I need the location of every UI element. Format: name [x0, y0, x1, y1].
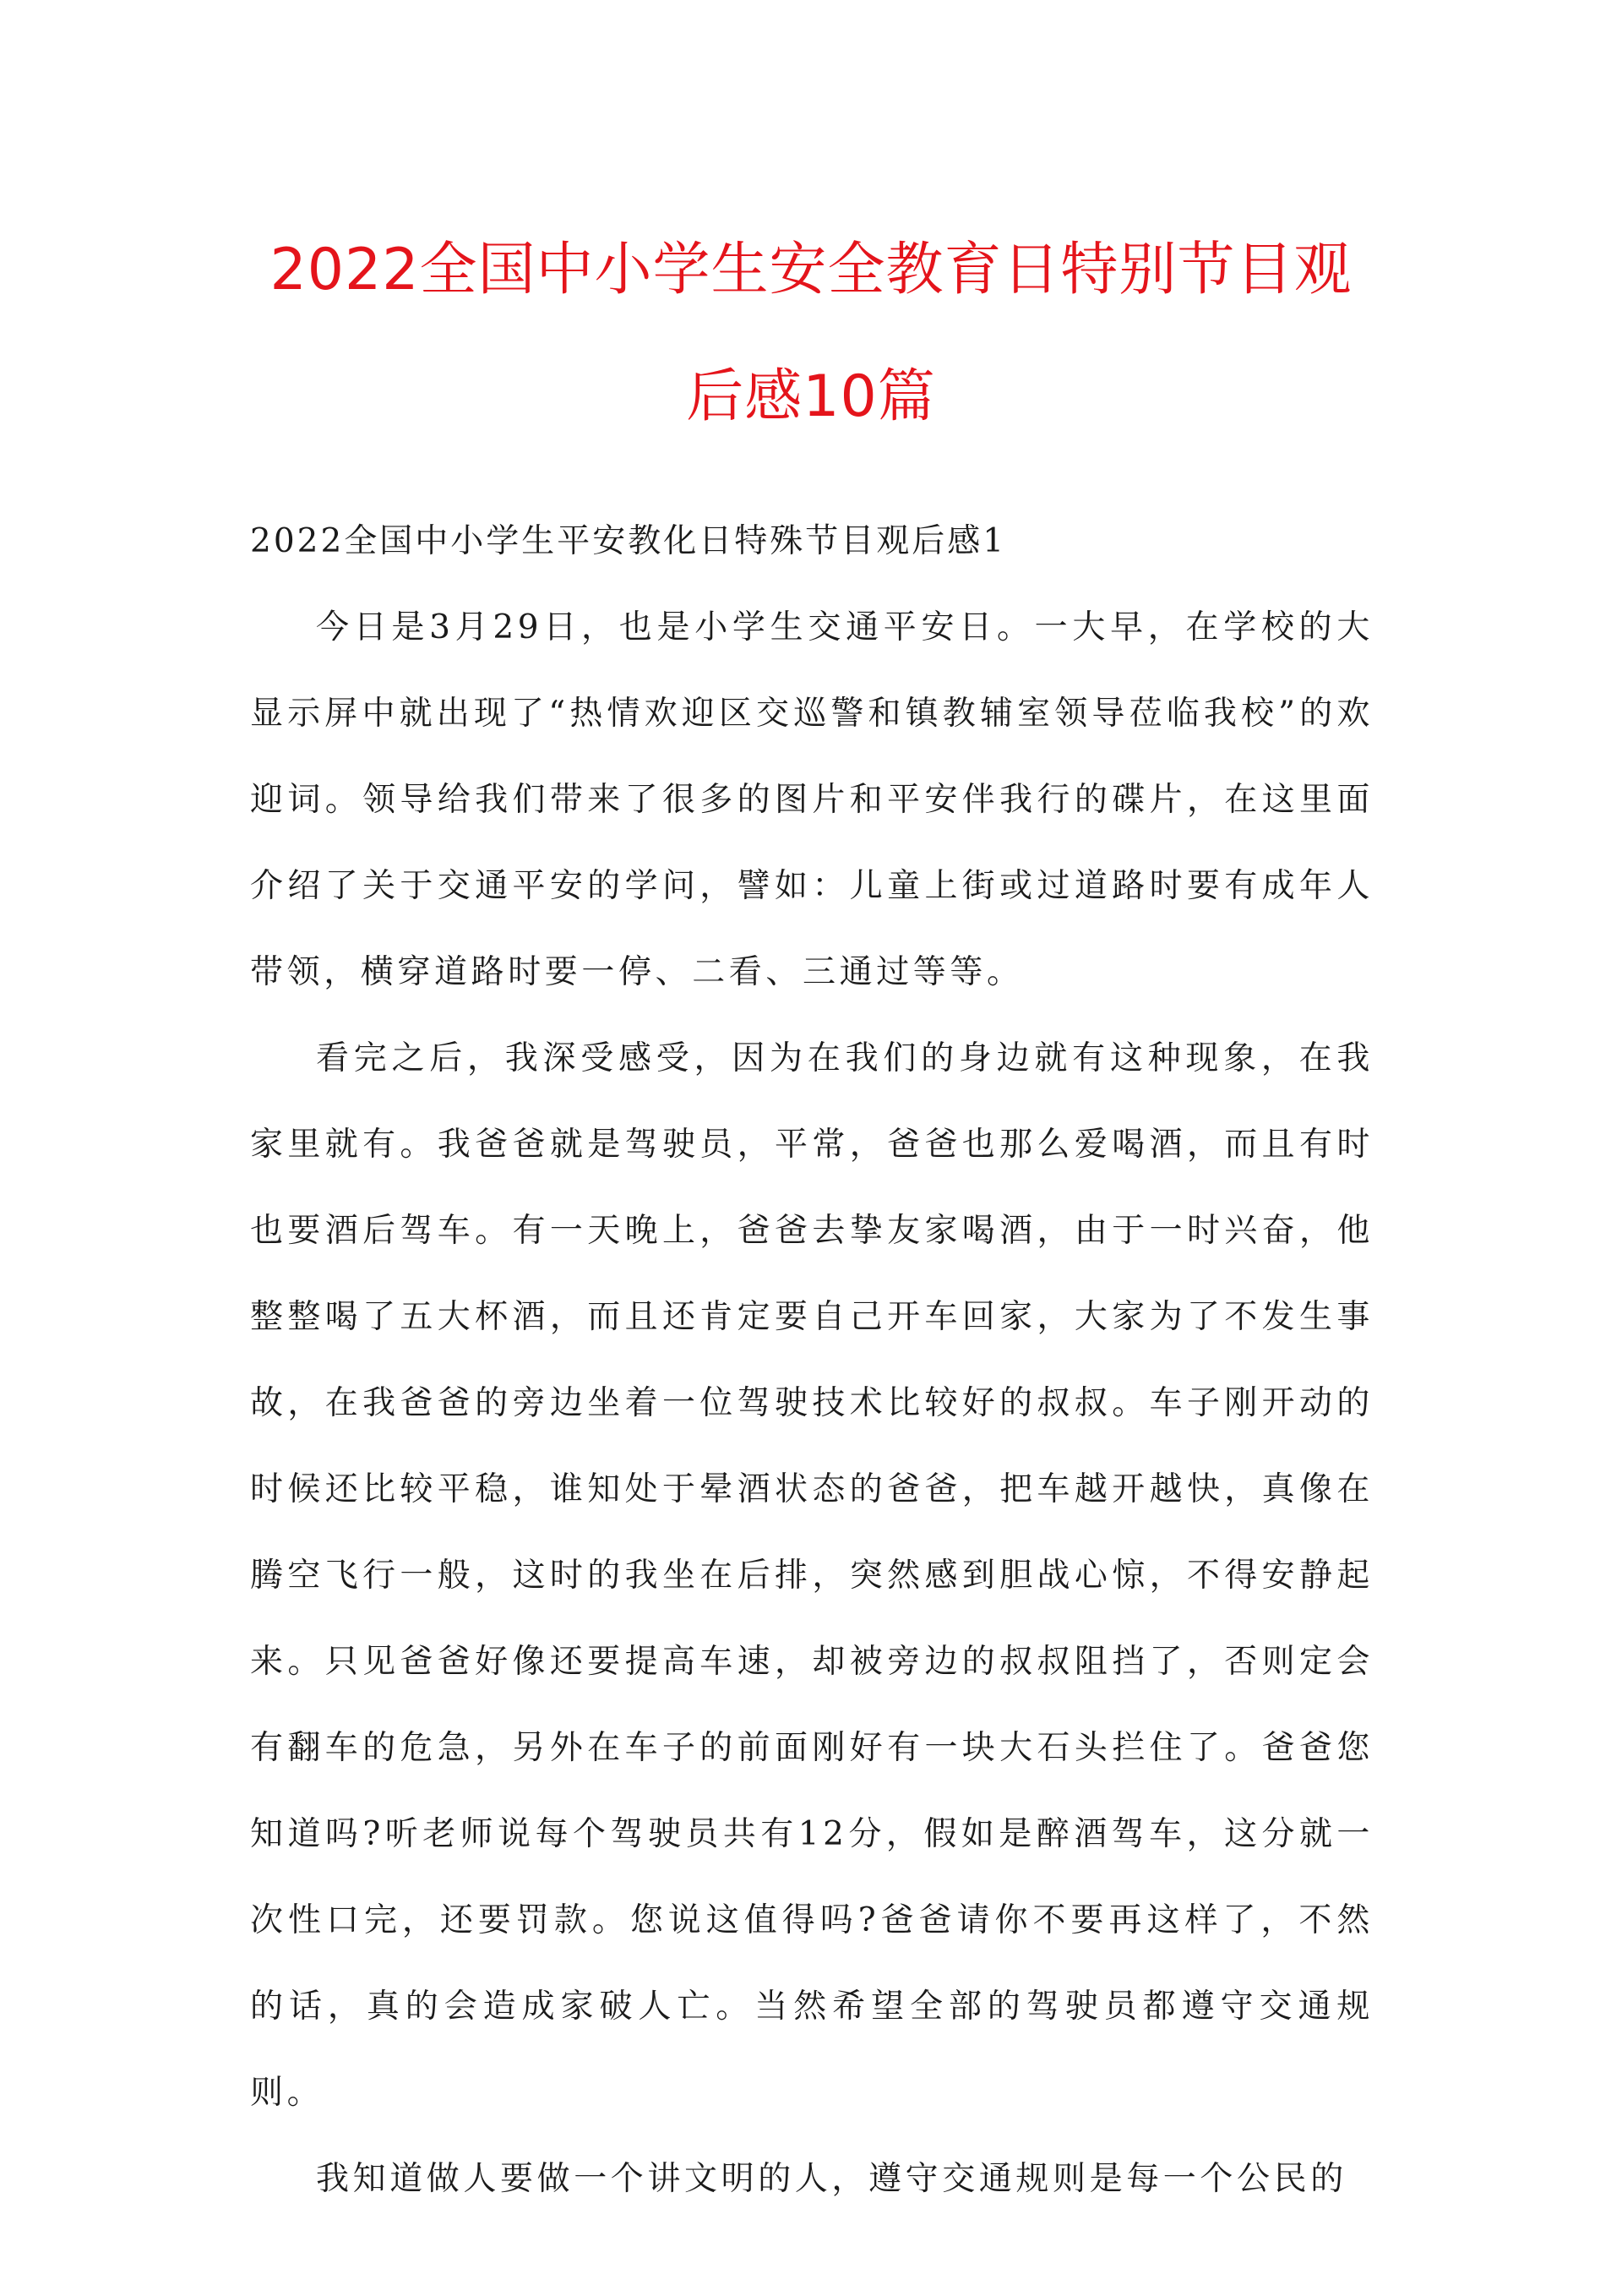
- paragraph-2: 看完之后，我深受感受，因为在我们的身边就有这种现象，在我家里就有。我爸爸就是驾驶员，平常，爸爸也那么爱喝酒，而且有时也要酒后驾车。有一天晚上，爸爸去挚友家喝酒，由于一时兴奋，他整整喝了五大杯酒，而且还肯定要自己开车回家，大家为了不发生事故，在我爸爸的旁边坐着一位驾驶技术比较好的叔叔。车子刚开动的时候还比较平稳，谁知处于晕酒状态的爸爸，把车越开越快，真像在腾空飞行一般，这时的我坐在后排，突然感到胆战心惊，不得安静起来。只见爸爸好像还要提高车速，却被旁边的叔叔阻挡了，否则定会有翻车的危急，另外在车子的前面刚好有一块大石头拦住了。爸爸您知道吗?听老师说每个驾驶员共有12分，假如是醉酒驾车，这分就一次性口完，还要罚款。您说这值得吗?爸爸请你不要再这样了，不然的话，真的会造成家破人亡。当然希望全部的驾驶员都遵守交通规则。: [250, 1039, 1374, 2112]
- document-title-line1: 2022全国中小学生安全教育日特别节目观: [269, 237, 1353, 303]
- paragraph-3: 我知道做人要做一个讲文明的人，遵守交通规则是每一个公民的: [316, 2160, 1347, 2198]
- document-title: [220, 207, 1402, 461]
- paragraph-1: 今日是3月29日，也是小学生交通平安日。一大早，在学校的大显示屏中就出现了“热情欢迎区交巡警和镇教辅室领导莅临我校”的欢迎词。领导给我们带来了很多的图片和平安伴我行的碟片，在这里面介绍了关于交通平安的学问，譬如：儿童上街或过道路时要有成年人带领，横穿道路时要一停、二看、三通过等等。: [250, 608, 1374, 991]
- section-heading: 2022全国中小学生平安教化日特殊节目观后感1: [250, 522, 1007, 560]
- document-title-line2: 后感10篇: [686, 363, 936, 430]
- document-body: [250, 499, 1374, 2222]
